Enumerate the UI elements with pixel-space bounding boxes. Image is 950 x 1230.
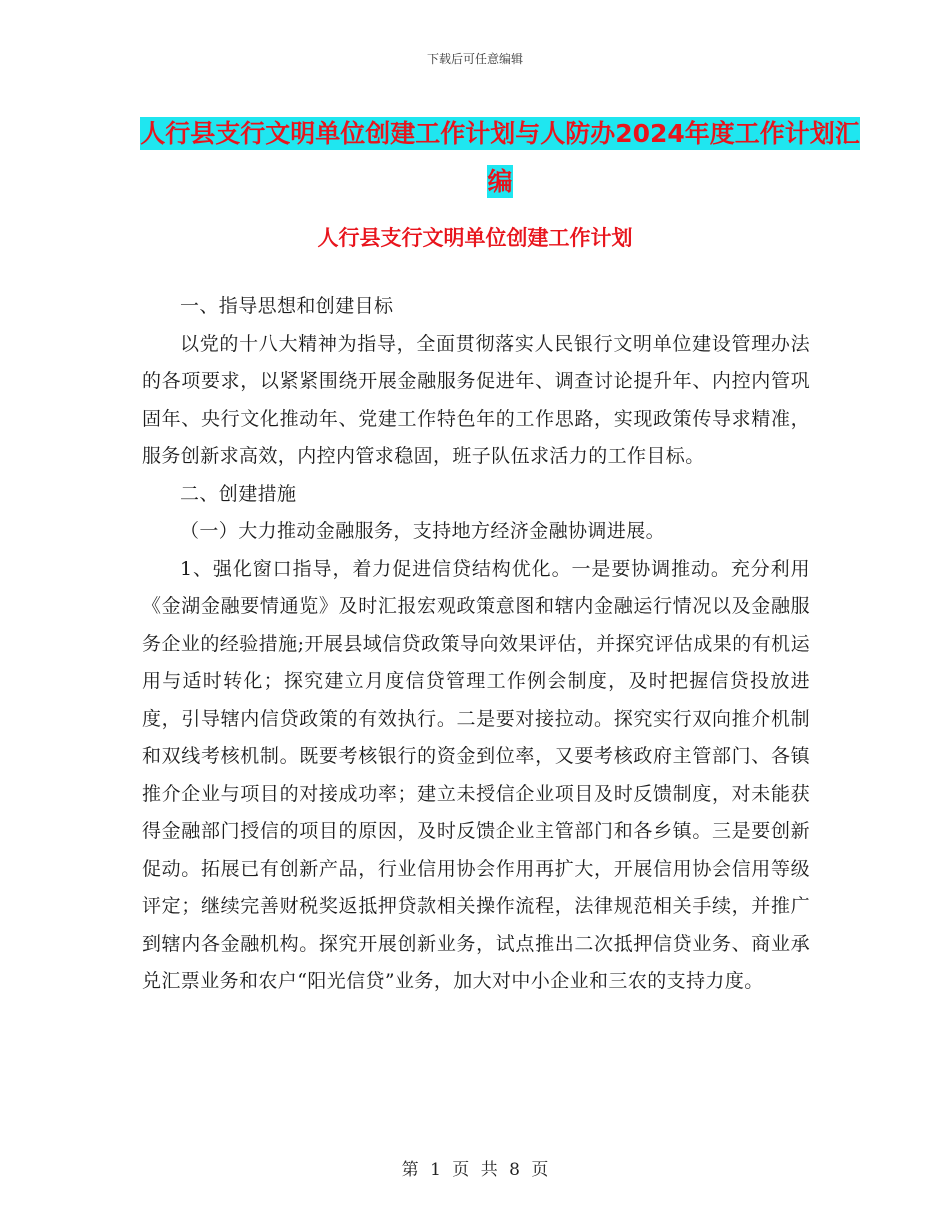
- main-title-highlight: 人行县支行文明单位创建工作计划与人防办2024年度工作计划汇编: [140, 119, 860, 196]
- document-main-title: [140, 110, 860, 206]
- paragraph-heading-2: 二、创建措施: [180, 482, 297, 505]
- section-title: 人行县支行文明单位创建工作计划: [317, 226, 633, 250]
- page-number: 第 1 页 共 8 页: [401, 1160, 549, 1180]
- paragraph-subheading: （一）大力推动金融服务，支持地方经济金融协调进展。: [180, 520, 666, 542]
- page-header-note: 下载后可任意编辑: [426, 52, 523, 66]
- paragraph-heading-1: 一、指导思想和创建目标: [180, 295, 394, 317]
- paragraph: 以党的十八大精神为指导，全面贯彻落实人民银行文明单位建设管理办法的各项要求，以紧紧围绕开展金融服务促进年、调查讨论提升年、内控内管巩固年、央行文化推动年、党建工作特色年的工作思路，实现政策传导求精准，服务创新求高效，内控内管求稳固，班子队伍求活力的工作目标。: [142, 332, 810, 467]
- paragraph: 1、强化窗口指导，着力促进信贷结构优化。一是要协调推动。充分利用《金湖金融要情通览》及时汇报宏观政策意图和辖内金融运行情况以及金融服务企业的经验措施;开展县域信贷政策导向效果评估，并探究评估成果的有机运用与适时转化；探究建立月度信贷管理工作例会制度，及时把握信贷投放进度，引导辖内信贷政策的有效执行。二是要对接拉动。探究实行双向推介机制和双线考核机制。既要考核银行的资金到位率，又要考核政府主管部门、各镇推介企业与项目的对接成功率；建立未授信企业项目及时反馈制度，对未能获得金融部门授信的项目的原因，及时反馈企业主管部门和各乡镇。三是要创新促动。拓展已有创新产品，行业信用协会作用再扩大，开展信用协会信用等级评定；继续完善财税奖返抵押贷款相关操作流程，法律规范相关手续，并推广到辖内各金融机构。探究开展创新业务，试点推出二次抵押信贷业务、商业承兑汇票业务和农户“阳光信贷”业务，加大对中小企业和三农的支持力度。: [142, 557, 810, 992]
- document-body: [142, 288, 810, 1001]
